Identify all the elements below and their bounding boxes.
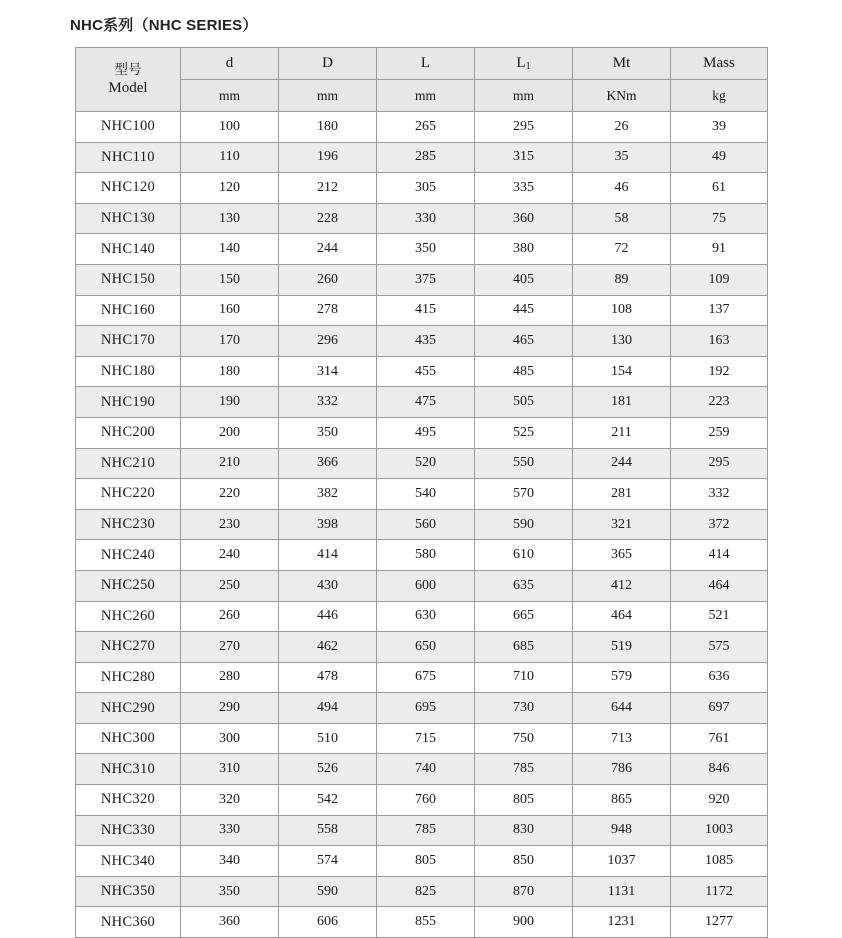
table-row — [76, 295, 768, 326]
cell-outer-d: 510 — [279, 723, 377, 754]
cell-mt: 713 — [573, 723, 671, 754]
cell-mass: 332 — [671, 479, 768, 510]
table-row — [76, 356, 768, 387]
cell-l1: 380 — [475, 234, 573, 265]
table-row — [76, 448, 768, 479]
table-row — [76, 632, 768, 663]
cell-d: 170 — [181, 326, 279, 357]
cell-l: 855 — [377, 907, 475, 938]
column-header-mt: Mt — [573, 48, 671, 80]
cell-d: 180 — [181, 356, 279, 387]
cell-mass: 75 — [671, 203, 768, 234]
column-header-mass: Mass — [671, 48, 768, 80]
column-header-model — [76, 48, 181, 112]
cell-l: 630 — [377, 601, 475, 632]
cell-mt: 321 — [573, 509, 671, 540]
cell-model: NHC120 — [76, 173, 181, 204]
cell-outer-d: 494 — [279, 693, 377, 724]
cell-model: NHC190 — [76, 387, 181, 418]
cell-model: NHC360 — [76, 907, 181, 938]
cell-d: 240 — [181, 540, 279, 571]
cell-l1: 850 — [475, 846, 573, 877]
cell-l: 715 — [377, 723, 475, 754]
table-row — [76, 479, 768, 510]
table-row — [76, 112, 768, 143]
table-row — [76, 846, 768, 877]
table-row — [76, 662, 768, 693]
cell-d: 160 — [181, 295, 279, 326]
cell-d: 100 — [181, 112, 279, 143]
cell-l1: 710 — [475, 662, 573, 693]
cell-mass: 846 — [671, 754, 768, 785]
cell-model: NHC300 — [76, 723, 181, 754]
cell-mt: 58 — [573, 203, 671, 234]
cell-l1: 550 — [475, 448, 573, 479]
cell-outer-d: 462 — [279, 632, 377, 663]
cell-model: NHC280 — [76, 662, 181, 693]
column-unit-L1: mm — [475, 80, 573, 112]
table-row — [76, 326, 768, 357]
cell-model: NHC290 — [76, 693, 181, 724]
cell-outer-d: 590 — [279, 876, 377, 907]
column-unit-L: mm — [377, 80, 475, 112]
cell-l: 650 — [377, 632, 475, 663]
cell-mass: 1003 — [671, 815, 768, 846]
table-row — [76, 173, 768, 204]
cell-l: 265 — [377, 112, 475, 143]
cell-model: NHC130 — [76, 203, 181, 234]
cell-outer-d: 382 — [279, 479, 377, 510]
cell-outer-d: 278 — [279, 295, 377, 326]
cell-l: 375 — [377, 264, 475, 295]
cell-l1: 805 — [475, 785, 573, 816]
cell-l1: 295 — [475, 112, 573, 143]
cell-mass: 295 — [671, 448, 768, 479]
cell-d: 140 — [181, 234, 279, 265]
cell-l1: 505 — [475, 387, 573, 418]
table-row — [76, 907, 768, 938]
table-header — [76, 48, 768, 112]
cell-mt: 72 — [573, 234, 671, 265]
cell-mass: 521 — [671, 601, 768, 632]
cell-mt: 35 — [573, 142, 671, 173]
cell-mass: 49 — [671, 142, 768, 173]
cell-model: NHC320 — [76, 785, 181, 816]
cell-d: 260 — [181, 601, 279, 632]
table-row — [76, 815, 768, 846]
cell-mt: 644 — [573, 693, 671, 724]
cell-model: NHC100 — [76, 112, 181, 143]
cell-d: 110 — [181, 142, 279, 173]
cell-mass: 1172 — [671, 876, 768, 907]
cell-mass: 761 — [671, 723, 768, 754]
column-unit-mt: KNm — [573, 80, 671, 112]
cell-model: NHC330 — [76, 815, 181, 846]
cell-outer-d: 260 — [279, 264, 377, 295]
table-row — [76, 876, 768, 907]
cell-mt: 154 — [573, 356, 671, 387]
table-row — [76, 570, 768, 601]
cell-model: NHC200 — [76, 417, 181, 448]
cell-model: NHC250 — [76, 570, 181, 601]
cell-model: NHC270 — [76, 632, 181, 663]
cell-mt: 519 — [573, 632, 671, 663]
table-header-row-labels — [76, 48, 768, 80]
cell-d: 250 — [181, 570, 279, 601]
cell-l1: 360 — [475, 203, 573, 234]
cell-l1: 445 — [475, 295, 573, 326]
cell-mass: 1085 — [671, 846, 768, 877]
column-header-model-cn: 型号 — [114, 61, 142, 78]
cell-model: NHC350 — [76, 876, 181, 907]
spec-table — [75, 47, 768, 938]
cell-outer-d: 350 — [279, 417, 377, 448]
cell-mt: 579 — [573, 662, 671, 693]
cell-model: NHC160 — [76, 295, 181, 326]
cell-l1: 405 — [475, 264, 573, 295]
cell-d: 350 — [181, 876, 279, 907]
cell-mt: 26 — [573, 112, 671, 143]
cell-outer-d: 228 — [279, 203, 377, 234]
cell-mt: 1037 — [573, 846, 671, 877]
cell-d: 210 — [181, 448, 279, 479]
cell-l: 285 — [377, 142, 475, 173]
cell-mass: 414 — [671, 540, 768, 571]
column-header-L1-base: L — [516, 55, 526, 71]
cell-mt: 412 — [573, 570, 671, 601]
cell-mt: 108 — [573, 295, 671, 326]
cell-l1: 730 — [475, 693, 573, 724]
cell-d: 280 — [181, 662, 279, 693]
cell-d: 300 — [181, 723, 279, 754]
cell-outer-d: 430 — [279, 570, 377, 601]
table-row — [76, 785, 768, 816]
spec-table-container — [75, 47, 767, 938]
cell-l: 825 — [377, 876, 475, 907]
cell-outer-d: 542 — [279, 785, 377, 816]
cell-mass: 575 — [671, 632, 768, 663]
cell-outer-d: 332 — [279, 387, 377, 418]
cell-mass: 39 — [671, 112, 768, 143]
cell-model: NHC110 — [76, 142, 181, 173]
cell-d: 220 — [181, 479, 279, 510]
cell-d: 270 — [181, 632, 279, 663]
cell-d: 340 — [181, 846, 279, 877]
cell-outer-d: 296 — [279, 326, 377, 357]
cell-mass: 223 — [671, 387, 768, 418]
cell-l1: 315 — [475, 142, 573, 173]
cell-mt: 181 — [573, 387, 671, 418]
cell-l: 785 — [377, 815, 475, 846]
cell-l1: 900 — [475, 907, 573, 938]
cell-l: 600 — [377, 570, 475, 601]
table-row — [76, 203, 768, 234]
cell-outer-d: 196 — [279, 142, 377, 173]
table-row — [76, 234, 768, 265]
cell-mt: 365 — [573, 540, 671, 571]
cell-mt: 46 — [573, 173, 671, 204]
cell-outer-d: 414 — [279, 540, 377, 571]
cell-l: 495 — [377, 417, 475, 448]
column-header-L: L — [377, 48, 475, 80]
cell-mt: 464 — [573, 601, 671, 632]
column-header-L1-sub: 1 — [525, 61, 531, 72]
cell-model: NHC180 — [76, 356, 181, 387]
page-title: NHC系列（NHC SERIES） — [70, 17, 258, 34]
cell-mt: 786 — [573, 754, 671, 785]
cell-l: 475 — [377, 387, 475, 418]
cell-model: NHC230 — [76, 509, 181, 540]
cell-d: 230 — [181, 509, 279, 540]
cell-mass: 636 — [671, 662, 768, 693]
column-header-d: d — [181, 48, 279, 80]
cell-outer-d: 398 — [279, 509, 377, 540]
cell-l: 695 — [377, 693, 475, 724]
table-row — [76, 387, 768, 418]
cell-d: 190 — [181, 387, 279, 418]
cell-mass: 1277 — [671, 907, 768, 938]
cell-d: 120 — [181, 173, 279, 204]
column-header-L1 — [475, 48, 573, 80]
cell-l1: 665 — [475, 601, 573, 632]
cell-outer-d: 366 — [279, 448, 377, 479]
cell-l1: 750 — [475, 723, 573, 754]
cell-model: NHC240 — [76, 540, 181, 571]
cell-d: 320 — [181, 785, 279, 816]
cell-l: 760 — [377, 785, 475, 816]
cell-d: 200 — [181, 417, 279, 448]
cell-l1: 870 — [475, 876, 573, 907]
cell-mt: 1231 — [573, 907, 671, 938]
cell-model: NHC170 — [76, 326, 181, 357]
cell-mt: 211 — [573, 417, 671, 448]
cell-mass: 464 — [671, 570, 768, 601]
table-row — [76, 540, 768, 571]
cell-outer-d: 314 — [279, 356, 377, 387]
table-body — [76, 112, 768, 938]
cell-outer-d: 212 — [279, 173, 377, 204]
table-row — [76, 142, 768, 173]
table-row — [76, 509, 768, 540]
cell-l1: 485 — [475, 356, 573, 387]
cell-l: 435 — [377, 326, 475, 357]
cell-l: 455 — [377, 356, 475, 387]
cell-d: 330 — [181, 815, 279, 846]
cell-outer-d: 180 — [279, 112, 377, 143]
table-row — [76, 723, 768, 754]
cell-l1: 335 — [475, 173, 573, 204]
cell-mass: 920 — [671, 785, 768, 816]
cell-l1: 830 — [475, 815, 573, 846]
cell-d: 360 — [181, 907, 279, 938]
cell-mt: 89 — [573, 264, 671, 295]
cell-mass: 259 — [671, 417, 768, 448]
cell-d: 150 — [181, 264, 279, 295]
cell-l1: 590 — [475, 509, 573, 540]
cell-l1: 635 — [475, 570, 573, 601]
cell-l1: 465 — [475, 326, 573, 357]
cell-mass: 192 — [671, 356, 768, 387]
cell-l1: 785 — [475, 754, 573, 785]
cell-l: 520 — [377, 448, 475, 479]
cell-mass: 697 — [671, 693, 768, 724]
cell-l: 415 — [377, 295, 475, 326]
cell-outer-d: 526 — [279, 754, 377, 785]
cell-model: NHC140 — [76, 234, 181, 265]
cell-l: 580 — [377, 540, 475, 571]
cell-l: 305 — [377, 173, 475, 204]
cell-mt: 244 — [573, 448, 671, 479]
cell-l1: 685 — [475, 632, 573, 663]
cell-mass: 163 — [671, 326, 768, 357]
cell-l1: 610 — [475, 540, 573, 571]
cell-d: 310 — [181, 754, 279, 785]
cell-mass: 91 — [671, 234, 768, 265]
cell-l: 740 — [377, 754, 475, 785]
cell-mt: 130 — [573, 326, 671, 357]
table-row — [76, 264, 768, 295]
column-unit-D: mm — [279, 80, 377, 112]
cell-model: NHC310 — [76, 754, 181, 785]
table-row — [76, 601, 768, 632]
cell-mass: 372 — [671, 509, 768, 540]
cell-mt: 948 — [573, 815, 671, 846]
cell-l: 540 — [377, 479, 475, 510]
cell-outer-d: 574 — [279, 846, 377, 877]
cell-model: NHC220 — [76, 479, 181, 510]
cell-outer-d: 558 — [279, 815, 377, 846]
cell-mass: 109 — [671, 264, 768, 295]
cell-l1: 525 — [475, 417, 573, 448]
cell-l: 330 — [377, 203, 475, 234]
table-row — [76, 417, 768, 448]
cell-outer-d: 244 — [279, 234, 377, 265]
cell-mass: 61 — [671, 173, 768, 204]
column-unit-mass: kg — [671, 80, 768, 112]
table-row — [76, 754, 768, 785]
cell-l: 675 — [377, 662, 475, 693]
cell-d: 290 — [181, 693, 279, 724]
cell-l: 805 — [377, 846, 475, 877]
cell-mt: 281 — [573, 479, 671, 510]
cell-model: NHC150 — [76, 264, 181, 295]
column-header-D: D — [279, 48, 377, 80]
cell-outer-d: 446 — [279, 601, 377, 632]
table-row — [76, 693, 768, 724]
cell-d: 130 — [181, 203, 279, 234]
cell-model: NHC340 — [76, 846, 181, 877]
cell-mt: 865 — [573, 785, 671, 816]
cell-mt: 1131 — [573, 876, 671, 907]
cell-model: NHC260 — [76, 601, 181, 632]
column-unit-d: mm — [181, 80, 279, 112]
cell-l1: 570 — [475, 479, 573, 510]
cell-model: NHC210 — [76, 448, 181, 479]
cell-outer-d: 478 — [279, 662, 377, 693]
column-header-model-en: Model — [108, 79, 148, 96]
cell-mass: 137 — [671, 295, 768, 326]
cell-outer-d: 606 — [279, 907, 377, 938]
cell-l: 560 — [377, 509, 475, 540]
cell-l: 350 — [377, 234, 475, 265]
